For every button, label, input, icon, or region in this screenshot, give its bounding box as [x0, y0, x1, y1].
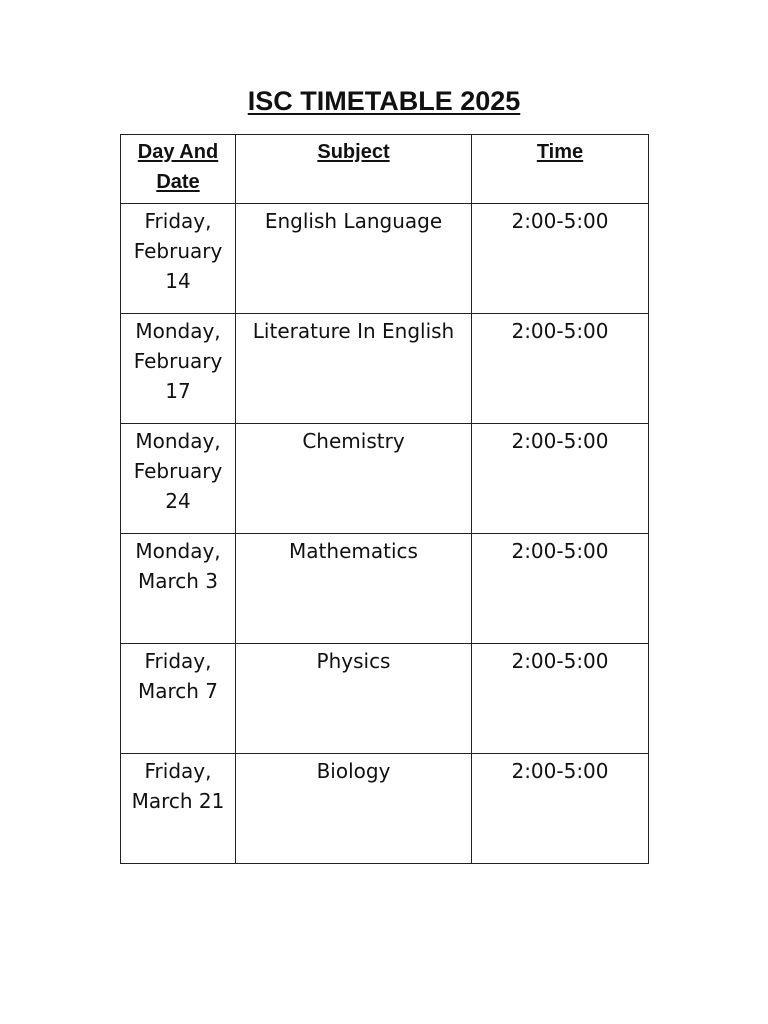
- subject-cell: Mathematics: [236, 534, 472, 644]
- table-row: [121, 314, 649, 424]
- table-row: [121, 204, 649, 314]
- subject-cell: Physics: [236, 644, 472, 754]
- date-cell: Friday, March 7: [121, 644, 236, 754]
- column-header-subject: Subject: [236, 135, 472, 204]
- table-row: [121, 754, 649, 864]
- date-cell: Monday, February 17: [121, 314, 236, 424]
- date-cell: Monday, March 3: [121, 534, 236, 644]
- time-cell: 2:00-5:00: [472, 424, 649, 534]
- table-row: [121, 644, 649, 754]
- subject-cell: Biology: [236, 754, 472, 864]
- table-header-row: [121, 135, 649, 204]
- time-cell: 2:00-5:00: [472, 644, 649, 754]
- column-header-time: Time: [472, 135, 649, 204]
- subject-cell: Literature In English: [236, 314, 472, 424]
- date-cell: Friday, February 14: [121, 204, 236, 314]
- subject-cell: English Language: [236, 204, 472, 314]
- time-cell: 2:00-5:00: [472, 204, 649, 314]
- table-row: [121, 424, 649, 534]
- table-row: [121, 534, 649, 644]
- timetable: [120, 134, 649, 864]
- subject-cell: Chemistry: [236, 424, 472, 534]
- time-cell: 2:00-5:00: [472, 534, 649, 644]
- date-cell: Monday, February 24: [121, 424, 236, 534]
- time-cell: 2:00-5:00: [472, 314, 649, 424]
- column-header-date: Day And Date: [121, 135, 236, 204]
- time-cell: 2:00-5:00: [472, 754, 649, 864]
- page-title: ISC TIMETABLE 2025: [247, 86, 521, 116]
- date-cell: Friday, March 21: [121, 754, 236, 864]
